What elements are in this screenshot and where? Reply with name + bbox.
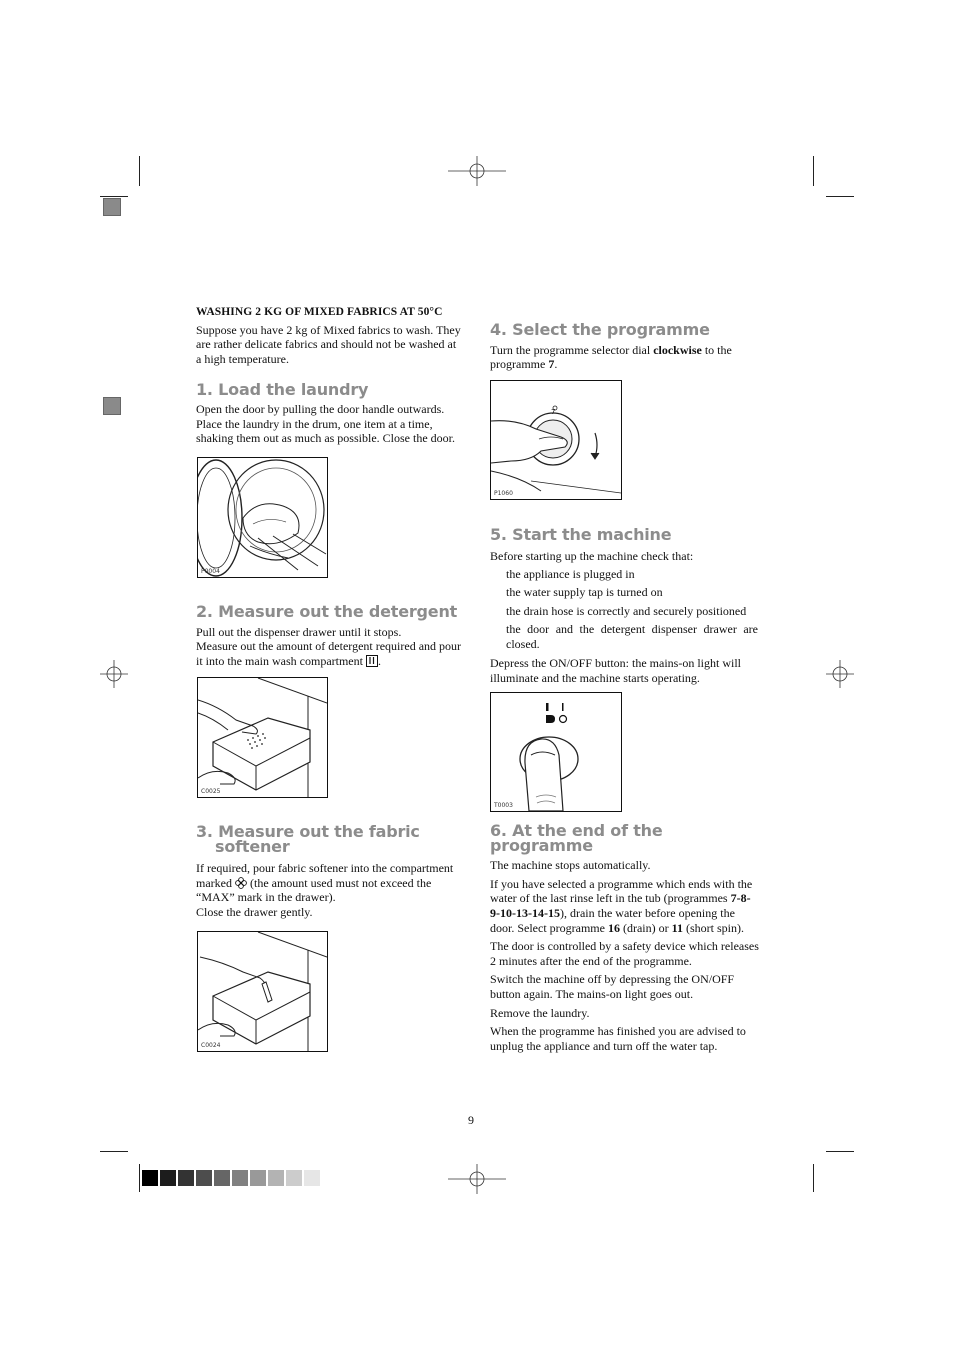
intro-text: Suppose you have 2 kg of Mixed fabrics to wash. They are rather delicate fabrics and should not be washed at a high temperature.: [196, 322, 461, 366]
figure-softener-drawer: [197, 931, 328, 1052]
step6-p6: When the programme has finished you are advised to unplug the appliance and turn off the water tap.: [490, 1024, 746, 1053]
step2-block: [196, 602, 464, 668]
color-swatch: [196, 1170, 212, 1186]
color-swatch: [178, 1170, 194, 1186]
figure-load-laundry: [197, 457, 328, 578]
figure-on-off-button: [490, 692, 622, 812]
step2-line1: Pull out the dispenser drawer until it stops.: [196, 624, 402, 639]
dial-label: 7: [551, 408, 556, 416]
step3-heading-line2: softener: [215, 836, 290, 856]
step2-heading: 2. Measure out the detergent: [196, 602, 458, 621]
step4-text: Turn the programme selector dial clockwise to the programme 7.: [490, 342, 732, 372]
step5-heading: 5. Start the machine: [490, 525, 672, 544]
color-swatch: [250, 1170, 266, 1186]
registration-target-left: [100, 660, 128, 688]
step1-heading: 1. Load the laundry: [196, 380, 369, 400]
figure-code: P1060: [494, 490, 513, 497]
checklist: [490, 563, 760, 649]
intro-title: WASHING 2 KG OF MIXED FABRICS AT 50°C: [196, 306, 443, 318]
color-swatch: [304, 1170, 320, 1186]
step6-p3: The door is controlled by a safety device which releases 2 minutes after the end of the programme.: [490, 939, 759, 968]
check-item-plugged: the appliance is plugged in: [506, 567, 635, 582]
step5-outro: Depress the ON/OFF button: the mains-on light will illuminate and the machine starts operating.: [490, 656, 741, 685]
step3-block: [196, 822, 464, 920]
figure-detergent-drawer: [197, 677, 328, 798]
registration-target-top: [448, 156, 506, 186]
figure-code: C0024: [201, 1042, 221, 1049]
figure-code: P0004: [201, 568, 220, 575]
color-swatch: [160, 1170, 176, 1186]
color-swatch: [268, 1170, 284, 1186]
step6-p1: The machine stops automatically.: [490, 858, 651, 873]
step4-heading: 4. Select the programme: [490, 320, 710, 339]
step3-heading-line1: 3. Measure out the fabric: [196, 822, 420, 841]
check-item-water-tap: the water supply tap is turned on: [506, 585, 663, 600]
figure-code: T0003: [494, 802, 513, 809]
color-swatch: [142, 1170, 158, 1186]
color-swatch: [232, 1170, 248, 1186]
step6-p4: Switch the machine off by depressing the ON/OFF button again. The mains-on light goes out.: [490, 972, 735, 1001]
margin-marker-top: [103, 198, 121, 216]
color-swatch: [214, 1170, 230, 1186]
step5-block: [490, 525, 760, 685]
figure-code: C0025: [201, 788, 221, 795]
step6-p2: If you have selected a programme which ends with the water of the last rinse left in the tub (programmes 7-8-9-10-13-14-15), drain the water before opening the door. Select programme 16 (drain) or 11 (short spin).: [490, 876, 753, 935]
main-wash-compartment-icon: [366, 655, 378, 667]
check-item-door-closed: the door and the detergent dispenser drawer are closed.: [506, 622, 758, 651]
step2-line2: Measure out the amount of detergent required and pour it into the main wash compartment .: [196, 639, 462, 668]
step1-text: Open the door by pulling the door handle outwards. Place the laundry in the drum, one item at a time, shaking them out as much as possible. Close the door.: [196, 401, 455, 446]
step3-text: If required, pour fabric softener into the compartment marked (the amount used must not exceed the “MAX” mark in the drawer).: [196, 861, 454, 905]
fabric-softener-flower-icon: [235, 877, 247, 889]
step6-heading: 6. At the end of the programme: [490, 821, 663, 855]
registration-target-bottom: [448, 1164, 506, 1194]
step5-intro: Before starting up the machine check that:: [490, 548, 694, 563]
figure-programme-dial: [490, 380, 622, 500]
step6-block: [490, 821, 760, 1053]
color-swatch: [286, 1170, 302, 1186]
check-item-drain-hose: the drain hose is correctly and securely positioned: [506, 604, 747, 619]
page-number: 9: [468, 1113, 474, 1127]
left-column: [196, 305, 464, 446]
step6-p5: Remove the laundry.: [490, 1005, 590, 1020]
step3-close-drawer: Close the drawer gently.: [196, 904, 313, 919]
margin-marker-middle: [103, 397, 121, 415]
step4-block: [490, 320, 760, 372]
registration-target-right: [826, 660, 854, 688]
